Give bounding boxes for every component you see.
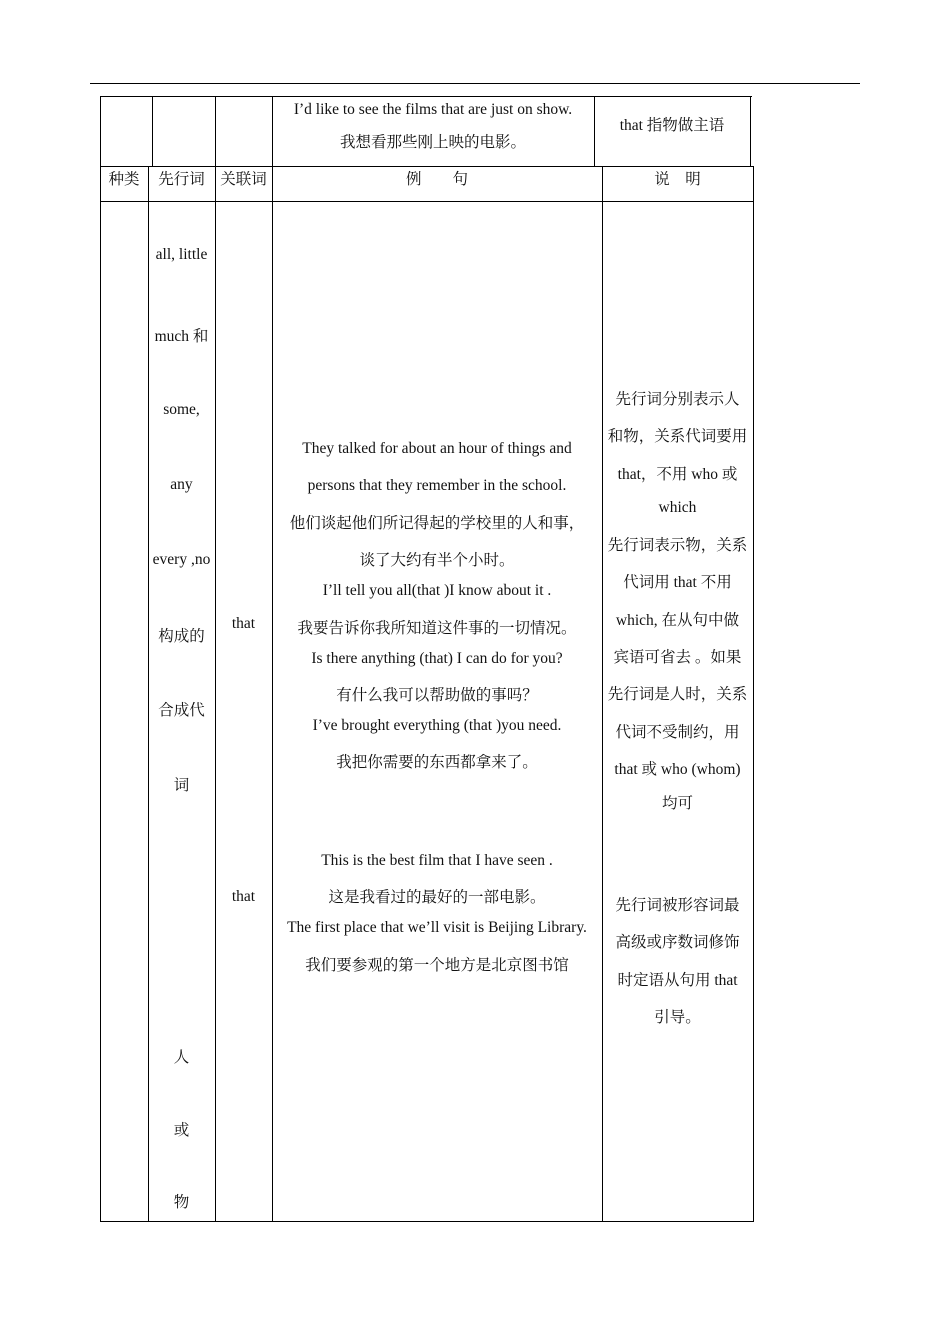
note-line: 先行词是人时，关系 (607, 686, 748, 703)
example-line: 有什么我可以帮助做的事吗？ (336, 687, 538, 704)
header-note: 说 明 (654, 171, 701, 188)
relative-word-2: that (231, 888, 256, 905)
note-line: which (658, 499, 697, 516)
note-line: 代词不受制约，用 (615, 724, 740, 741)
top-example-en: I’d like to see the films that are just on show. (293, 101, 573, 118)
example-line: I’ll tell you all(that )I know about it . (322, 582, 552, 599)
example-line: This is the best film that I have seen . (321, 852, 553, 869)
antecedent-line: 物 (173, 1194, 190, 1211)
antecedent-line: 构成的 (158, 628, 205, 645)
antecedent-line: much 和 (154, 328, 209, 345)
example-line: 我要告诉你我所知道这件事的一切情况。 (297, 620, 577, 637)
header-type: 种类 (108, 171, 140, 188)
antecedent-line: any (170, 476, 193, 493)
note-line: 时定语从句用 that (617, 972, 738, 989)
example-line: The first place that we’ll visit is Beijing Library. (287, 919, 587, 936)
header-antecedent: 先行词 (158, 171, 205, 188)
note-line: 宾语可省去 。如果 (613, 649, 742, 666)
example-line: 谈了大约有半个小时。 (359, 552, 515, 569)
example-line: persons that they remember in the school. (307, 477, 567, 494)
antecedent-line: all, little (155, 246, 208, 263)
header-example: 例 句 (405, 171, 468, 188)
example-line: 我们要参观的第一个地方是北京图书馆 (305, 957, 569, 974)
note-line: 先行词分别表示人 (615, 391, 740, 408)
top-example-zh: 我想看那些刚上映的电影。 (339, 134, 526, 151)
note-line: 先行词表示物，关系 (607, 537, 748, 554)
note-line: 代词用 that 不用 (623, 574, 732, 591)
example-line: 他们谈起他们所记得起的学校里的人和事， (289, 515, 585, 532)
example-line: They talked for about an hour of things and (302, 440, 572, 457)
top-note: that 指物做主语 (619, 117, 725, 134)
relative-word-1: that (231, 615, 256, 632)
note-line: that，不用 who 或 (617, 466, 738, 483)
note-line: which, 在从句中做 (615, 612, 740, 629)
note-line: 和物，关系代词要用 (607, 428, 748, 445)
antecedent-line: 人 (173, 1049, 190, 1066)
note-line: 均可 (661, 795, 693, 812)
note-line: that 或 who (whom) (614, 761, 741, 778)
antecedent-line: 合成代 (158, 702, 205, 719)
header-relative-word: 关联词 (220, 171, 267, 188)
antecedent-line: 或 (173, 1122, 190, 1139)
note-line: 先行词被形容词最 (615, 897, 740, 914)
example-line: 这是我看过的最好的一部电影。 (328, 889, 546, 906)
example-line: Is there anything (that) I can do for you? (311, 650, 563, 667)
example-line: 我把你需要的东西都拿来了。 (336, 754, 538, 771)
header-rule (90, 83, 860, 84)
antecedent-line: 词 (173, 777, 190, 794)
note-line: 引导。 (654, 1009, 701, 1026)
antecedent-line: some, (163, 401, 200, 418)
example-line: I’ve brought everything (that )you need. (312, 717, 562, 734)
antecedent-line: every ,no (152, 551, 211, 568)
note-line: 高级或序数词修饰 (615, 934, 740, 951)
